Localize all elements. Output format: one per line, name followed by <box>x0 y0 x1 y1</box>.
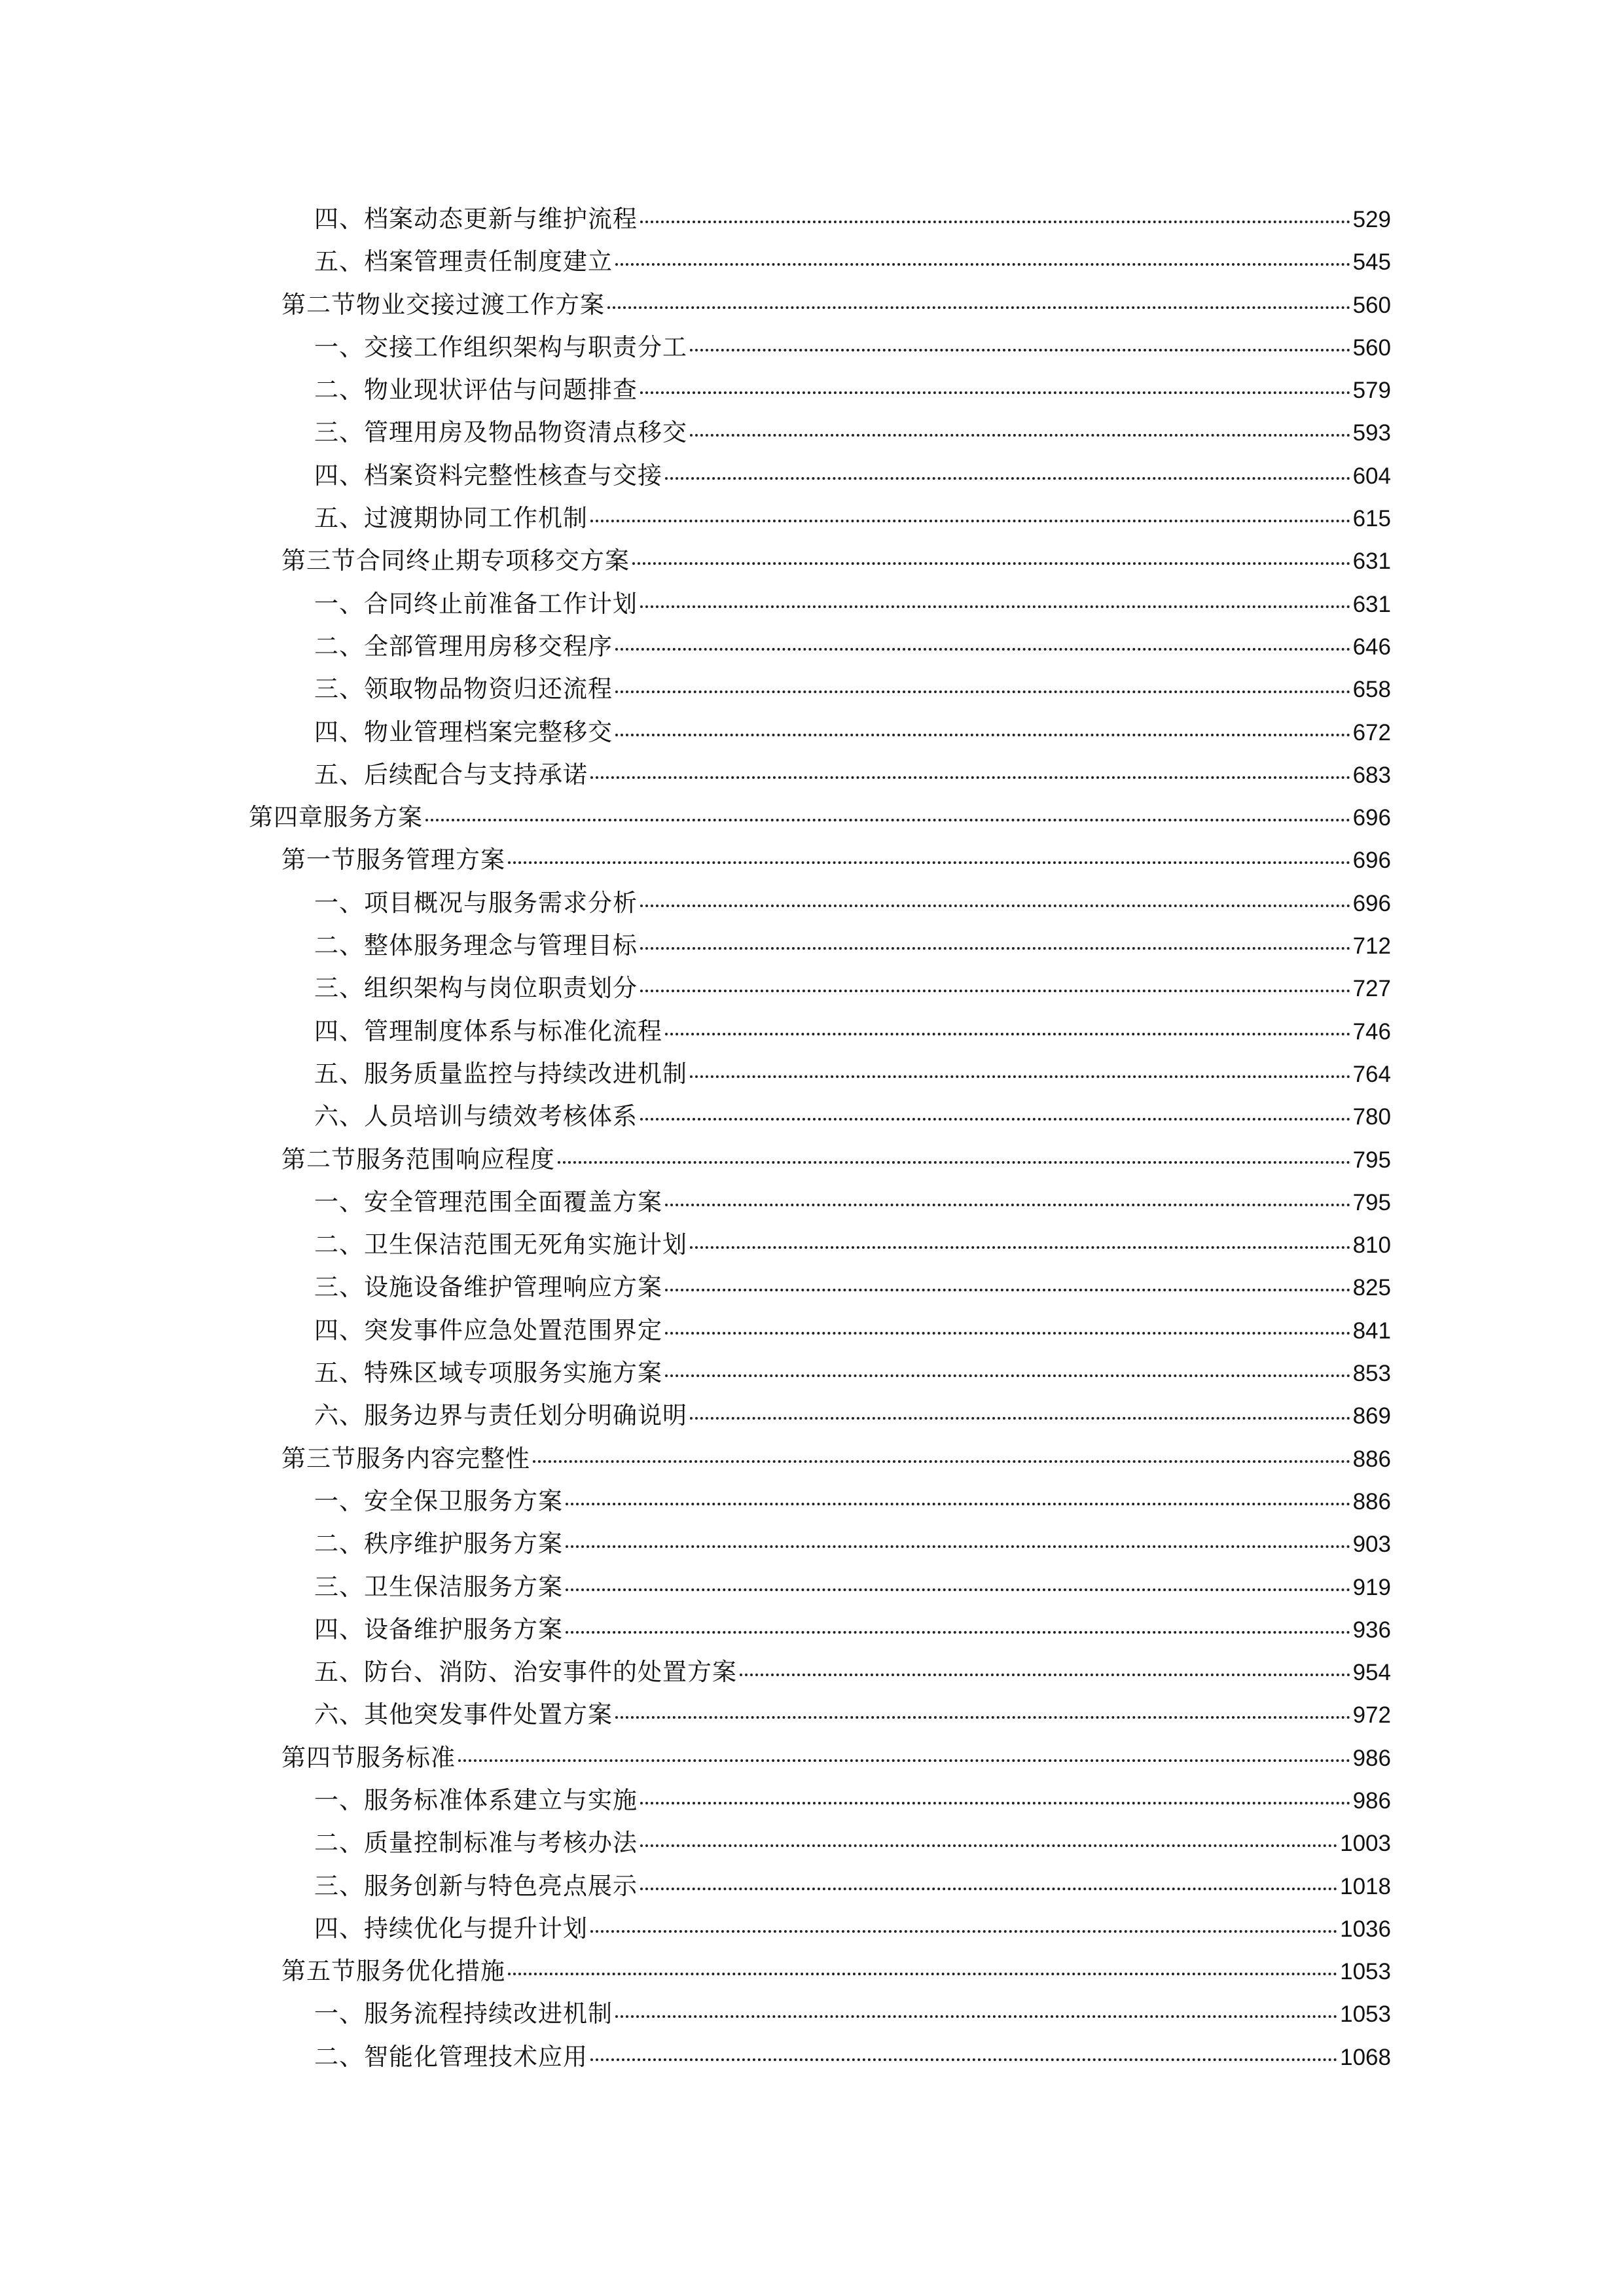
toc-entry-title: 五、后续配合与支持承诺 <box>314 760 588 789</box>
toc-entry-page-number: 712 <box>1352 933 1391 960</box>
toc-entry[interactable] <box>249 1821 1391 1864</box>
toc-entry-title: 一、服务标准体系建立与实施 <box>314 1785 638 1814</box>
toc-entry[interactable] <box>249 454 1391 497</box>
toc-entry-title: 第一节服务管理方案 <box>281 846 505 874</box>
toc-entry-page-number: 1053 <box>1340 2001 1391 2028</box>
toc-entry[interactable] <box>249 1052 1391 1095</box>
toc-entry-title: 一、安全管理范围全面覆盖方案 <box>314 1187 662 1216</box>
toc-entry-title: 第四章服务方案 <box>249 803 423 832</box>
dot-leader <box>690 1075 1350 1078</box>
toc-entry[interactable] <box>249 967 1391 1009</box>
toc-entry-page-number: 986 <box>1352 1745 1391 1771</box>
toc-entry[interactable] <box>249 539 1391 582</box>
toc-entry-page-number: 795 <box>1352 1189 1391 1215</box>
dot-leader <box>640 1888 1337 1890</box>
dot-leader <box>566 1631 1350 1634</box>
toc-entry-title: 第三节合同终止期专项移交方案 <box>281 547 630 575</box>
toc-entry-page-number: 727 <box>1352 976 1391 1002</box>
toc-entry-page-number: 886 <box>1352 1488 1391 1515</box>
dot-leader <box>665 1289 1350 1291</box>
toc-entry[interactable] <box>249 1992 1391 2035</box>
dot-leader <box>690 434 1350 437</box>
toc-entry[interactable] <box>249 283 1391 326</box>
dot-leader <box>590 1930 1337 1933</box>
toc-entry-title: 三、领取物品物资归还流程 <box>314 675 613 704</box>
toc-entry-title: 第四节服务标准 <box>281 1743 456 1772</box>
dot-leader <box>640 1802 1350 1804</box>
toc-entry-page-number: 764 <box>1352 1061 1391 1087</box>
toc-entry-page-number: 672 <box>1352 719 1391 745</box>
toc-entry-page-number: 1053 <box>1340 1959 1391 1985</box>
dot-leader <box>607 306 1350 309</box>
toc-entry-title: 二、卫生保洁范围无死角实施计划 <box>314 1230 687 1259</box>
toc-entry[interactable] <box>249 1736 1391 1779</box>
dot-leader <box>425 819 1350 821</box>
dot-leader <box>740 1674 1350 1676</box>
toc-entry-title: 一、项目概况与服务需求分析 <box>314 888 638 917</box>
toc-entry-title: 一、交接工作组织架构与职责分工 <box>314 332 687 361</box>
dot-leader <box>690 1246 1350 1249</box>
toc-entry-title: 六、服务边界与责任划分明确说明 <box>314 1401 687 1430</box>
dot-leader <box>665 1374 1350 1377</box>
toc-entry-page-number: 919 <box>1352 1574 1391 1600</box>
dot-leader <box>615 648 1350 651</box>
toc-entry-page-number: 986 <box>1352 1787 1391 1814</box>
toc-entry[interactable] <box>249 924 1391 967</box>
toc-entry-title: 二、秩序维护服务方案 <box>314 1530 563 1558</box>
toc-entry[interactable] <box>249 882 1391 924</box>
toc-entry-page-number: 746 <box>1352 1018 1391 1045</box>
toc-entry[interactable] <box>249 1095 1391 1138</box>
toc-entry-title: 四、档案资料完整性核查与交接 <box>314 461 662 490</box>
toc-entry[interactable] <box>249 838 1391 881</box>
toc-entry-title: 第三节服务内容完整性 <box>281 1444 530 1473</box>
toc-entry-page-number: 593 <box>1352 420 1391 446</box>
toc-entry[interactable] <box>249 326 1391 368</box>
dot-leader <box>615 2015 1337 2018</box>
toc-entry-title: 五、特殊区域专项服务实施方案 <box>314 1359 662 1388</box>
toc-entry[interactable] <box>249 1779 1391 1821</box>
toc-entry[interactable] <box>249 1437 1391 1480</box>
toc-entry-title: 六、人员培训与绩效考核体系 <box>314 1102 638 1131</box>
toc-entry-title: 第二节物业交接过渡工作方案 <box>281 290 605 319</box>
dot-leader <box>566 1588 1350 1591</box>
toc-entry-page-number: 545 <box>1352 249 1391 276</box>
toc-entry-page-number: 903 <box>1352 1532 1391 1558</box>
toc-entry-page-number: 810 <box>1352 1232 1391 1259</box>
toc-entry-title: 四、持续优化与提升计划 <box>314 1914 588 1943</box>
toc-entry-page-number: 696 <box>1352 890 1391 916</box>
toc-entry[interactable] <box>249 1950 1391 1992</box>
toc-entry-page-number: 795 <box>1352 1147 1391 1173</box>
toc-entry-page-number: 954 <box>1352 1660 1391 1686</box>
dot-leader <box>640 221 1350 223</box>
toc-entry-title: 三、卫生保洁服务方案 <box>314 1572 563 1601</box>
toc-entry-page-number: 529 <box>1352 207 1391 232</box>
toc-entry[interactable] <box>249 411 1391 454</box>
toc-entry-title: 第二节服务范围响应程度 <box>281 1145 555 1174</box>
dot-leader <box>640 605 1350 608</box>
toc-entry-page-number: 579 <box>1352 378 1391 404</box>
dot-leader <box>640 1844 1337 1847</box>
toc-entry-title: 三、管理用房及物品物资清点移交 <box>314 418 687 447</box>
toc-entry-page-number: 560 <box>1352 292 1391 318</box>
toc-entry-title: 三、组织架构与岗位职责划分 <box>314 974 638 1003</box>
toc-entry-page-number: 1003 <box>1340 1831 1391 1857</box>
dot-leader <box>665 1332 1350 1335</box>
dot-leader <box>508 1973 1337 1975</box>
toc-entry-page-number: 560 <box>1352 334 1391 361</box>
toc-entry[interactable] <box>249 240 1391 283</box>
dot-leader <box>615 1716 1350 1719</box>
toc-entry-page-number: 841 <box>1352 1318 1391 1344</box>
toc-entry[interactable] <box>249 668 1391 710</box>
toc-entry-title: 四、设备维护服务方案 <box>314 1615 563 1643</box>
toc-entry[interactable] <box>249 753 1391 796</box>
toc-entry[interactable] <box>249 796 1391 838</box>
toc-entry-page-number: 869 <box>1352 1403 1391 1429</box>
toc-entry-title: 二、质量控制标准与考核办法 <box>314 1829 638 1857</box>
dot-leader <box>615 263 1350 266</box>
toc-entry-title: 五、过渡期协同工作机制 <box>314 504 588 533</box>
dot-leader <box>665 477 1350 480</box>
toc-entry-title: 二、整体服务理念与管理目标 <box>314 931 638 960</box>
toc-entry-title: 六、其他突发事件处置方案 <box>314 1700 613 1729</box>
dot-leader <box>665 1033 1350 1035</box>
dot-leader <box>458 1759 1350 1762</box>
toc-entry-page-number: 696 <box>1352 848 1391 874</box>
dot-leader <box>640 947 1350 950</box>
dot-leader <box>615 691 1350 693</box>
toc-entry[interactable] <box>249 1651 1391 1693</box>
dot-leader <box>640 1118 1350 1121</box>
toc-entry-page-number: 886 <box>1352 1446 1391 1472</box>
dot-leader <box>558 1161 1350 1164</box>
toc-entry-title: 三、设施设备维护管理响应方案 <box>314 1273 662 1302</box>
dot-leader <box>640 990 1350 992</box>
toc-entry-page-number: 972 <box>1352 1702 1391 1729</box>
dot-leader <box>590 520 1350 522</box>
toc-entry[interactable] <box>249 1309 1391 1352</box>
toc-entry[interactable] <box>249 711 1391 753</box>
dot-leader <box>615 734 1350 736</box>
toc-entry[interactable] <box>249 1181 1391 1223</box>
toc-entry-page-number: 696 <box>1352 805 1391 831</box>
toc-entry-title: 四、物业管理档案完整移交 <box>314 717 613 746</box>
toc-entry-page-number: 615 <box>1352 506 1391 532</box>
toc-entry[interactable] <box>249 1865 1391 1907</box>
dot-leader <box>590 2058 1337 2061</box>
toc-entry-page-number: 631 <box>1352 591 1391 617</box>
toc-entry-title: 四、档案动态更新与维护流程 <box>314 205 638 233</box>
toc-entry[interactable] <box>249 1223 1391 1266</box>
toc-entry-title: 四、突发事件应急处置范围界定 <box>314 1316 662 1344</box>
toc-entry-title: 二、物业现状评估与问题排查 <box>314 376 638 404</box>
toc-entry-page-number: 1018 <box>1340 1873 1391 1899</box>
dot-leader <box>640 905 1350 907</box>
toc-entry-page-number: 658 <box>1352 677 1391 703</box>
toc-entry[interactable] <box>249 1566 1391 1608</box>
dot-leader <box>690 1417 1350 1420</box>
toc-entry-title: 五、防台、消防、治安事件的处置方案 <box>314 1658 737 1687</box>
toc-entry-title: 五、档案管理责任制度建立 <box>314 247 613 276</box>
toc-entry[interactable] <box>249 2036 1391 2078</box>
toc-entry-title: 二、智能化管理技术应用 <box>314 2042 588 2071</box>
toc-entry-page-number: 631 <box>1352 548 1391 575</box>
toc-entry-page-number: 853 <box>1352 1361 1391 1387</box>
toc-entry[interactable] <box>249 1138 1391 1181</box>
toc-entry[interactable] <box>249 1010 1391 1052</box>
toc-entry[interactable] <box>249 497 1391 539</box>
toc-entry[interactable] <box>249 1266 1391 1308</box>
toc-entry[interactable] <box>249 368 1391 411</box>
dot-leader <box>566 1503 1350 1505</box>
toc-entry[interactable] <box>249 1907 1391 1950</box>
toc-entry[interactable] <box>249 198 1391 240</box>
toc-entry[interactable] <box>249 1522 1391 1565</box>
dot-leader <box>508 861 1350 864</box>
toc-entry[interactable] <box>249 1352 1391 1394</box>
toc-entry-page-number: 1068 <box>1340 2044 1391 2070</box>
dot-leader <box>590 776 1350 779</box>
toc-entry-title: 四、管理制度体系与标准化流程 <box>314 1016 662 1045</box>
toc-entry-page-number: 646 <box>1352 634 1391 660</box>
table-of-contents <box>249 198 1391 2078</box>
toc-entry-page-number: 604 <box>1352 463 1391 489</box>
toc-entry[interactable] <box>249 1693 1391 1736</box>
dot-leader <box>640 391 1350 394</box>
toc-entry-title: 一、合同终止前准备工作计划 <box>314 589 638 618</box>
toc-entry[interactable] <box>249 1608 1391 1651</box>
toc-entry-page-number: 683 <box>1352 762 1391 788</box>
toc-entry[interactable] <box>249 1480 1391 1522</box>
toc-entry-page-number: 780 <box>1352 1104 1391 1130</box>
toc-entry[interactable] <box>249 1394 1391 1437</box>
toc-entry-title: 三、服务创新与特色亮点展示 <box>314 1871 638 1900</box>
dot-leader <box>665 1204 1350 1206</box>
toc-entry-title: 第五节服务优化措施 <box>281 1957 505 1986</box>
toc-entry-page-number: 1036 <box>1340 1916 1391 1942</box>
dot-leader <box>632 562 1350 565</box>
dot-leader <box>533 1460 1350 1463</box>
toc-entry-title: 一、服务流程持续改进机制 <box>314 2000 613 2028</box>
dot-leader <box>690 349 1350 351</box>
toc-entry-title: 一、安全保卫服务方案 <box>314 1486 563 1515</box>
toc-entry[interactable] <box>249 583 1391 625</box>
toc-entry-page-number: 825 <box>1352 1275 1391 1301</box>
toc-entry-title: 二、全部管理用房移交程序 <box>314 632 613 660</box>
toc-entry-page-number: 936 <box>1352 1617 1391 1643</box>
toc-entry[interactable] <box>249 625 1391 668</box>
toc-entry-title: 五、服务质量监控与持续改进机制 <box>314 1059 687 1088</box>
dot-leader <box>566 1545 1350 1548</box>
